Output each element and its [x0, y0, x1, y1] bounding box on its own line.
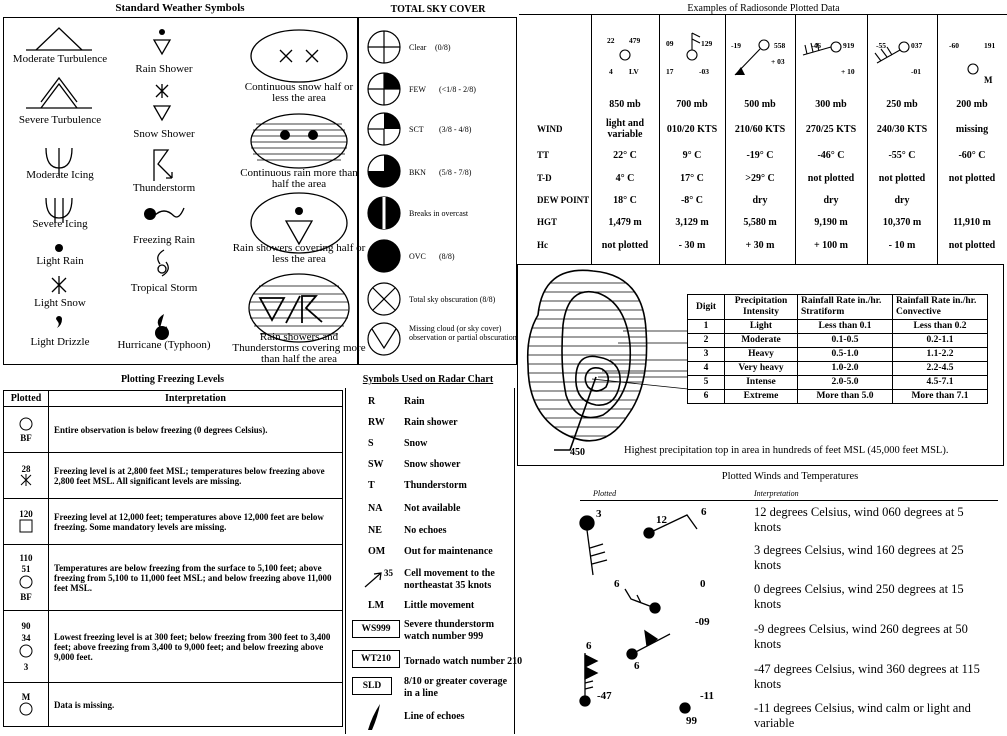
moderate-turbulence-icon [36, 28, 82, 50]
plot-value: 110 [19, 552, 33, 563]
caption-rain-showers-half: Rain showers covering half or less the area [232, 242, 366, 265]
freezing-table [3, 390, 343, 727]
cell: 3,129 m [675, 216, 709, 228]
weather-symbols-panel [3, 17, 366, 365]
header-digit: Digit [688, 295, 725, 320]
cell: not plotted [878, 172, 926, 184]
thunderstorm-icon [154, 150, 172, 181]
cell: 2.0-5.0 [798, 376, 893, 390]
header-interpretation: Interpretation [49, 391, 343, 407]
cell: - 10 m [888, 239, 916, 251]
severe-icing-icon [46, 198, 72, 218]
plot-value: 28 [21, 463, 31, 474]
wind-interp-4: -9 degrees Celsius, wind 260 degrees at 50 knots [754, 622, 968, 651]
precipitation-panel [517, 264, 1004, 466]
row-label-tt: TT [537, 150, 550, 160]
radar-sym-om: OM [368, 546, 386, 557]
radar-title: Symbols Used on Radar Chart [362, 374, 494, 385]
cell: 2 [688, 334, 725, 348]
plot-700-br: -03 [699, 67, 709, 76]
plot-300-tr: 919 [843, 41, 855, 50]
cell: 18° C [613, 194, 637, 206]
caption-hurricane: Hurricane (Typhoon) [117, 339, 211, 351]
cell: light and variable [605, 118, 645, 140]
cell: 11,910 m [953, 216, 991, 228]
light-snow-icon [52, 276, 66, 294]
level-850: 850 mb [609, 98, 641, 110]
plot-bf: BF [20, 432, 32, 443]
cell: 22° C [613, 149, 637, 161]
plot-850-bl: 4 [609, 67, 613, 76]
cell: 9° C [682, 149, 702, 161]
freezing-text-6: Data is missing. [49, 683, 343, 727]
station-square-icon [19, 519, 33, 533]
plot-250-tr: 037 [911, 41, 923, 50]
level-700: 700 mb [676, 98, 708, 110]
cell: 10,370 m [882, 216, 922, 228]
winds-col-plotted: Plotted [593, 489, 617, 498]
wind-plot-label-6c: 6 [634, 660, 640, 672]
radiosonde-table [519, 93, 1007, 257]
cell: - 30 m [678, 239, 706, 251]
freezing-text-2: Freezing level is at 2,800 feet MSL; temperatures below freezing above 2,800 feet MSL. All significant levels are missing. [49, 453, 343, 499]
cell: 0.1-0.5 [798, 334, 893, 348]
sky-cover-panel [358, 17, 517, 365]
radar-sym-s: S [368, 438, 374, 449]
caption-moderate-turbulence: Moderate Turbulence [12, 53, 108, 65]
header-intensity: Precipitation Intensity [725, 295, 798, 320]
cell: Heavy [725, 348, 798, 362]
caption-severe-icing: Severe Icing [32, 218, 88, 230]
wind-plot-label-6d: 6 [586, 640, 592, 652]
row-label-dew-point: DEW POINT [537, 195, 590, 205]
cell: missing [955, 123, 989, 135]
caption-freezing-rain: Freezing Rain [132, 234, 195, 246]
plot-500-tr: 558 [774, 41, 786, 50]
line-of-echoes-icon [364, 702, 384, 732]
level-300: 300 mb [815, 98, 847, 110]
plot-value: 90 [21, 621, 31, 631]
level-200: 200 mb [956, 98, 988, 110]
cell: Light [725, 320, 798, 334]
sky-range-bkn: (5/8 - 7/8) [439, 168, 472, 177]
plot-700-tl: 09 [666, 39, 674, 48]
cell: 3 [688, 348, 725, 362]
radar-text-cell-movement: Cell movement to the northeastat 35 knots [404, 568, 495, 591]
caption-tropical-storm: Tropical Storm [130, 282, 198, 294]
radar-text-sld: 8/10 or greater coverage in a line [404, 676, 508, 699]
radar-sym-sw: SW [368, 459, 384, 470]
cell: 0.2-1.1 [893, 334, 988, 348]
cell: More than 5.0 [798, 390, 893, 404]
cell: -46° C [817, 149, 845, 161]
cell: 210/60 KTS [734, 123, 786, 135]
cell: 010/20 KTS [666, 123, 718, 135]
sky-label-clear: Clear [409, 43, 427, 52]
station-circle-icon [19, 644, 33, 658]
cell: Very heavy [725, 362, 798, 376]
header-plotted: Plotted [4, 391, 49, 407]
plot-value: 3 [23, 662, 29, 672]
radar-sym-ws999: WS999 [352, 620, 400, 638]
caption-rain-thunderstorms: Rain showers and Thunderstorms covering more than half the area [232, 331, 366, 365]
sky-range-sct: (3/8 - 4/8) [439, 125, 472, 134]
caption-rain-shower: Rain Shower [135, 63, 193, 75]
echo-top-label: 450 [570, 447, 585, 458]
cell-movement-arrow-icon [362, 570, 386, 590]
cell: 17° C [680, 172, 704, 184]
freezing-text-3: Freezing level at 12,000 feet; temperatures above 12,000 feet are below freezing. Some mandatory levels are missing. [49, 499, 343, 545]
radar-text-om: Out for maintenance [404, 546, 493, 557]
sky-label-bkn: BKN [409, 168, 426, 177]
radar-text-s: Snow [404, 438, 428, 449]
cell: >29° C [745, 172, 775, 184]
wind-plot-label-6a: 6 [701, 506, 707, 518]
freezing-text-1: Entire observation is below freezing (0 degrees Celsius). [49, 407, 343, 453]
rain-shower-icon [154, 40, 170, 54]
cell: 6 [688, 390, 725, 404]
echo-contours [518, 265, 688, 465]
radar-text-rw: Rain shower [404, 417, 458, 428]
caption-severe-turbulence: Severe Turbulence [18, 114, 102, 126]
cell: + 100 m [813, 239, 849, 251]
cell: dry [823, 194, 839, 206]
radar-text-line-of-echoes: Line of echoes [404, 711, 465, 722]
radar-text-na: Not available [404, 503, 461, 514]
cell: 240/30 KTS [876, 123, 928, 135]
wind-interp-2: 3 degrees Celsius, wind 160 degrees at 25 knots [754, 543, 964, 572]
caption-moderate-icing: Moderate Icing [26, 169, 94, 181]
snow-cross-icon [19, 474, 33, 486]
winds-col-interp: Interpretation [754, 489, 799, 498]
wind-plot-label-99: 99 [686, 715, 697, 727]
radar-text-r: Rain [404, 396, 425, 407]
precipitation-caption: Highest precipitation top in area in hundreds of feet MSL (45,000 feet MSL). [624, 445, 949, 456]
plot-850-br: LV [629, 67, 639, 76]
sky-label-sct: SCT [409, 125, 424, 134]
header-stratiform: Rainfall Rate in./hr. Stratiform [798, 295, 893, 320]
plot-value: 51 [21, 563, 31, 574]
radiosonde-title: Examples of Radiosonde Plotted Data [687, 3, 840, 14]
row-label-wind: WIND [537, 124, 563, 134]
cell: -55° C [888, 149, 916, 161]
freezing-plot-6 [4, 683, 49, 727]
radar-text-ws999: Severe thunderstorm watch number 999 [404, 619, 495, 642]
plot-bf: BF [20, 591, 32, 602]
plot-250-br: -01 [911, 67, 921, 76]
radar-sym-sld: SLD [352, 677, 392, 695]
freezing-plot-3 [4, 499, 49, 545]
cell: Less than 0.1 [798, 320, 893, 334]
cell: not plotted [948, 239, 996, 251]
row-label-hc: Hc [537, 240, 548, 250]
cell: not plotted [601, 239, 649, 251]
snow-shower-icon [156, 84, 168, 98]
cell: dry [894, 194, 910, 206]
station-circle-icon [19, 702, 33, 716]
plot-200-tr: 191 [984, 41, 996, 50]
freezing-rain-icon [154, 208, 184, 217]
cell: + 30 m [745, 239, 775, 251]
sky-range-clear: (0/8) [435, 43, 451, 52]
radar-sym-t: T [368, 480, 375, 491]
caption-light-drizzle: Light Drizzle [30, 336, 90, 348]
cell: 4 [688, 362, 725, 376]
wind-interp-5: -47 degrees Celsius, wind 360 degrees at 115 knots [754, 662, 980, 691]
plot-300-tl: -46 [811, 41, 821, 50]
sky-range-ovc: (8/8) [439, 252, 455, 261]
light-rain-icon [55, 244, 63, 252]
freezing-plot-4 [4, 545, 49, 611]
radar-text-t: Thunderstorm [404, 480, 467, 491]
cell: dry [752, 194, 768, 206]
cell: 1 [688, 320, 725, 334]
cell: 1.0-2.0 [798, 362, 893, 376]
caption-continuous-rain: Continuous rain more than half the area [240, 167, 358, 190]
cell: 5,580 m [743, 216, 777, 228]
wind-plot-label-minus11: -11 [700, 690, 715, 702]
wind-plot-label-minus09: -09 [695, 616, 710, 628]
caption-light-rain: Light Rain [36, 255, 84, 267]
sky-cover-glyphs [359, 18, 518, 366]
sky-label-obscured: Total sky obscuration (8/8) [409, 295, 496, 304]
cell: Moderate [725, 334, 798, 348]
cell: More than 7.1 [893, 390, 988, 404]
cell: -8° C [680, 194, 704, 206]
light-drizzle-icon [56, 316, 62, 328]
freezing-plot-5 [4, 611, 49, 683]
freezing-plot-1 [4, 407, 49, 453]
radar-sym-cell-speed: 35 [384, 568, 393, 578]
radar-sym-na: NA [368, 503, 383, 514]
freezing-title: Plotting Freezing Levels [120, 374, 225, 385]
freezing-plot-2 [4, 453, 49, 499]
cell: not plotted [948, 172, 996, 184]
plot-value: 120 [19, 508, 33, 519]
wind-plot-label-3: 3 [596, 508, 602, 520]
row-label-td: T-D [537, 173, 552, 183]
radar-text-lm: Little movement [404, 600, 475, 611]
cell: -60° C [958, 149, 986, 161]
radar-sym-lm: LM [368, 600, 385, 611]
sky-label-ovc: OVC [409, 252, 426, 261]
cell: 1.1-2.2 [893, 348, 988, 362]
ovc-icon [368, 240, 400, 272]
cell: -19° C [746, 149, 774, 161]
radar-sym-rw: RW [368, 417, 385, 428]
sky-label-breaks: Breaks in overcast [409, 209, 469, 218]
row-label-hgt: HGT [537, 217, 558, 227]
cell: 1,479 m [608, 216, 642, 228]
wind-interp-3: 0 degrees Celsius, wind 250 degrees at 15 knots [754, 582, 964, 611]
sky-label-few: FEW [409, 85, 426, 94]
plot-200-tl: -60 [949, 41, 959, 50]
station-circle-icon [19, 575, 33, 589]
precipitation-table [687, 294, 988, 404]
radiosonde-panel [519, 14, 1007, 265]
radar-sym-r: R [368, 396, 376, 407]
plot-850-tr: 479 [629, 36, 641, 45]
missing-cloud-icon [368, 323, 400, 355]
cell: 4° C [615, 172, 635, 184]
station-circle-icon [19, 417, 33, 431]
freezing-text-5: Lowest freezing level is at 300 feet; below freezing from 300 feet to 3,400 feet; above freezing from 3,400 to 9,000 feet; and below freezing above 9,000 feet. [49, 611, 343, 683]
caption-continuous-snow: Continuous snow half or less the area [244, 81, 354, 104]
wind-plot-label-12: 12 [656, 514, 667, 526]
cell: 5 [688, 376, 725, 390]
radar-text-sw: Snow shower [404, 459, 461, 470]
wind-interp-6: -11 degrees Celsius, wind calm or light and variable [754, 701, 971, 730]
winds-title: Plotted Winds and Temperatures [721, 471, 859, 482]
header-convective: Rainfall Rate in./hr. Convective [893, 295, 988, 320]
plot-850-tl: 22 [607, 36, 615, 45]
cell: 9,190 m [814, 216, 848, 228]
plot-300-br: + 10 [841, 67, 855, 76]
sky-cover-title: TOTAL SKY COVER [390, 4, 486, 15]
cell: 2.2-4.5 [893, 362, 988, 376]
level-250: 250 mb [886, 98, 918, 110]
radar-text-ne: No echoes [404, 525, 447, 536]
plot-250-tl: -55 [876, 41, 886, 50]
cell [937, 189, 1007, 211]
wind-interp-1: 12 degrees Celsius, wind 060 degrees at 5 knots [754, 505, 964, 534]
freezing-text-4: Temperatures are below freezing from the surface to 5,100 feet; above freezing from 5,100 to 11,000 feet MSL; and below freezing above 11,000 feet MSL. [49, 545, 343, 611]
wind-plot-label-6b: 6 [614, 578, 620, 590]
cell: Intense [725, 376, 798, 390]
wind-plot-label-minus47: -47 [597, 690, 612, 702]
sky-range-few: (<1/8 - 2/8) [439, 85, 476, 94]
cell: Extreme [725, 390, 798, 404]
caption-light-snow: Light Snow [34, 297, 86, 309]
plot-700-bl: 17 [666, 67, 674, 76]
cell: 270/25 KTS [805, 123, 857, 135]
wind-plot-label-0: 0 [700, 578, 706, 590]
radar-sym-wt210: WT210 [352, 650, 400, 668]
plot-value: 34 [21, 633, 31, 643]
plot-700-tr: 129 [701, 39, 713, 48]
cell: not plotted [807, 172, 855, 184]
cell: Less than 0.2 [893, 320, 988, 334]
plot-500-tl: -19 [731, 41, 741, 50]
weather-symbols-title: Standard Weather Symbols [115, 2, 245, 14]
caption-thunderstorm: Thunderstorm [132, 182, 196, 194]
plot-500-br: + 03 [771, 57, 785, 66]
level-500: 500 mb [744, 98, 776, 110]
radar-sym-ne: NE [368, 525, 382, 536]
severe-turbulence-icon [41, 78, 77, 108]
cell: 0.5-1.0 [798, 348, 893, 362]
caption-snow-shower: Snow Shower [133, 128, 195, 140]
plot-missing: M [21, 691, 31, 702]
radar-text-wt210: Tornado watch number 210 [404, 656, 523, 667]
cell: 4.5-7.1 [893, 376, 988, 390]
plot-200-br: M [984, 75, 993, 85]
sky-label-missing: Missing cloud (or sky cover) observation or partial obscuration [409, 324, 517, 342]
